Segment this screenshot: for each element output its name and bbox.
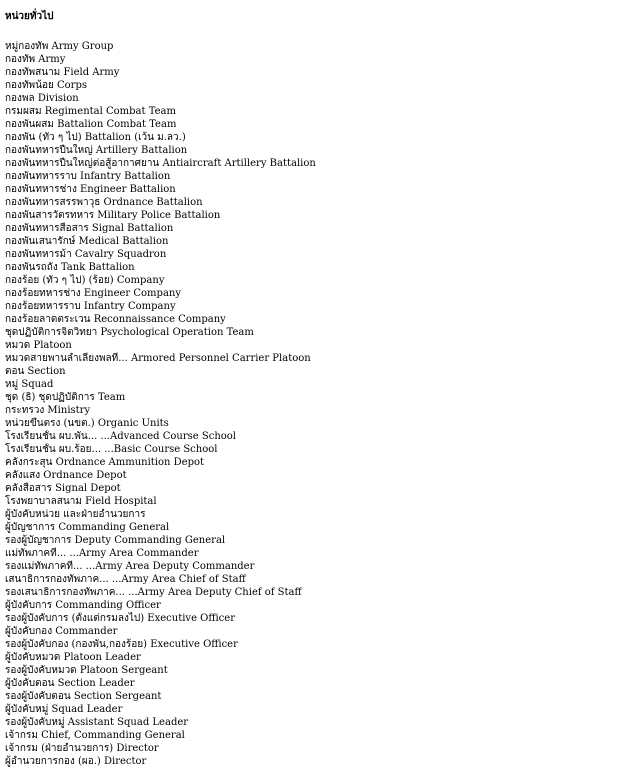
term-entry: กองพัน (ทั่ว ๆ ไป) Battalion (เว้น ม.ลว.) xyxy=(5,132,186,143)
term-entry: เจ้ากรม Chief, Commanding General xyxy=(5,730,185,741)
term-entry: กองทัพ Army xyxy=(5,54,66,65)
term-entry: เจ้ากรม (ฝ่ายอำนวยการ) Director xyxy=(5,743,159,754)
term-entry: รองผู้บังคับกอง (กองพัน,กองร้อย) Executive Officer xyxy=(5,639,238,650)
term-entry: รองผู้บัญชาการ Deputy Commanding General xyxy=(5,535,226,546)
term-entry: กองพันทหารปืนใหญ่ Artillery Battalion xyxy=(5,145,188,156)
term-entry: คลังแสง Ordnance Depot xyxy=(5,470,127,481)
terms-list xyxy=(5,40,633,768)
term-entry: รองผู้บังคับหมวด Platoon Sergeant xyxy=(5,665,168,676)
term-entry: กระทรวง Ministry xyxy=(5,405,91,416)
term-entry: รองแม่ทัพภาคที่... ...Army Area Deputy Commander xyxy=(5,561,255,572)
term-entry: กองพันทหารราบ Infantry Battalion xyxy=(5,171,171,182)
term-entry: คลังสื่อสาร Signal Depot xyxy=(5,483,121,494)
term-entry: รองเสนาธิการกองทัพภาค... ...Army Area Deputy Chief of Staff xyxy=(5,587,302,598)
term-entry: รองผู้บังคับหมู่ Assistant Squad Leader xyxy=(5,717,189,728)
term-entry: กองร้อยทหารราบ Infantry Company xyxy=(5,301,176,312)
term-entry: กองร้อยทหารช่าง Engineer Company xyxy=(5,288,181,299)
section-heading: หน่วยทั่วไป xyxy=(5,11,54,22)
term-entry: เสนาธิการกองทัพภาค... ...Army Area Chief of Staff xyxy=(5,574,246,585)
term-entry: โรงเรียนชั้น ผบ.ร้อย... ...Basic Course School xyxy=(5,444,218,455)
term-entry: ผู้บังคับหมู่ Squad Leader xyxy=(5,704,123,715)
term-entry: ผู้อำนวยการกอง (ผอ.) Director xyxy=(5,756,147,767)
term-entry: ชุด (ธิ) ชุดปฏิบัติการ Team xyxy=(5,392,126,403)
term-entry: ผู้บังคับการ Commanding Officer xyxy=(5,600,161,611)
term-entry: กองพันรถถัง Tank Battalion xyxy=(5,262,135,273)
term-entry: รองผู้บังคับการ (ตั้งแต่กรมลงไป) Executive Officer xyxy=(5,613,235,624)
term-entry: กองร้อยลาดตระเวน Reconnaissance Company xyxy=(5,314,226,325)
term-entry: กองพันสารวัตรทหาร Military Police Battalion xyxy=(5,210,221,221)
term-entry: หน่วยขึ้นตรง (นขต.) Organic Units xyxy=(5,418,169,429)
term-entry: รองผู้บังคับตอน Section Sergeant xyxy=(5,691,162,702)
term-entry: โรงเรียนชั้น ผบ.พัน... ...Advanced Course School xyxy=(5,431,237,442)
term-entry: กองร้อย (ทั่ว ๆ ไป) (ร้อย) Company xyxy=(5,275,165,286)
term-entry: กรมผสม Regimental Combat Team xyxy=(5,106,176,117)
term-entry: ผู้บังคับกอง Commander xyxy=(5,626,118,637)
term-entry: กองพันทหารสื่อสาร Signal Battalion xyxy=(5,223,174,234)
term-entry: หมู่กองทัพ Army Group xyxy=(5,41,114,52)
term-entry: ผู้บังคับหมวด Platoon Leader xyxy=(5,652,141,663)
term-entry: กองพันผสม Battalion Combat Team xyxy=(5,119,177,130)
term-entry: กองทัพน้อย Corps xyxy=(5,80,87,91)
document-page xyxy=(5,10,633,768)
term-entry: แม่ทัพภาคที่... ...Army Area Commander xyxy=(5,548,199,559)
term-entry: กองพันทหารสรรพาวุธ Ordnance Battalion xyxy=(5,197,203,208)
term-entry: หมวด Platoon xyxy=(5,340,72,351)
term-entry: กองทัพสนาม Field Army xyxy=(5,67,120,78)
term-entry: กองพันทหารช่าง Engineer Battalion xyxy=(5,184,176,195)
term-entry: หมู่ Squad xyxy=(5,379,54,390)
term-entry: ชุดปฏิบัติการจิตวิทยา Psychological Operation Team xyxy=(5,327,254,338)
term-entry: คลังกระสุน Ordnance Ammunition Depot xyxy=(5,457,205,468)
term-entry: กองพล Division xyxy=(5,93,79,104)
term-entry: กองพันทหารม้า Cavalry Squadron xyxy=(5,249,167,260)
term-entry: ผู้บังคับตอน Section Leader xyxy=(5,678,135,689)
term-entry: กองพันเสนารักษ์ Medical Battalion xyxy=(5,236,169,247)
term-entry: ผู้บัญชาการ Commanding General xyxy=(5,522,170,533)
term-entry: ผู้บังคับหน่วย และฝ่ายอำนวยการ xyxy=(5,509,146,520)
term-entry: กองพันทหารปืนใหญ่ต่อสู้อากาศยาน Antiaircraft Artillery Battalion xyxy=(5,158,316,169)
term-entry: ตอน Section xyxy=(5,366,66,377)
term-entry: หมวดสายพานลำเลียงพลที่... Armored Personnel Carrier Platoon xyxy=(5,353,311,364)
term-entry: โรงพยาบาลสนาม Field Hospital xyxy=(5,496,157,507)
